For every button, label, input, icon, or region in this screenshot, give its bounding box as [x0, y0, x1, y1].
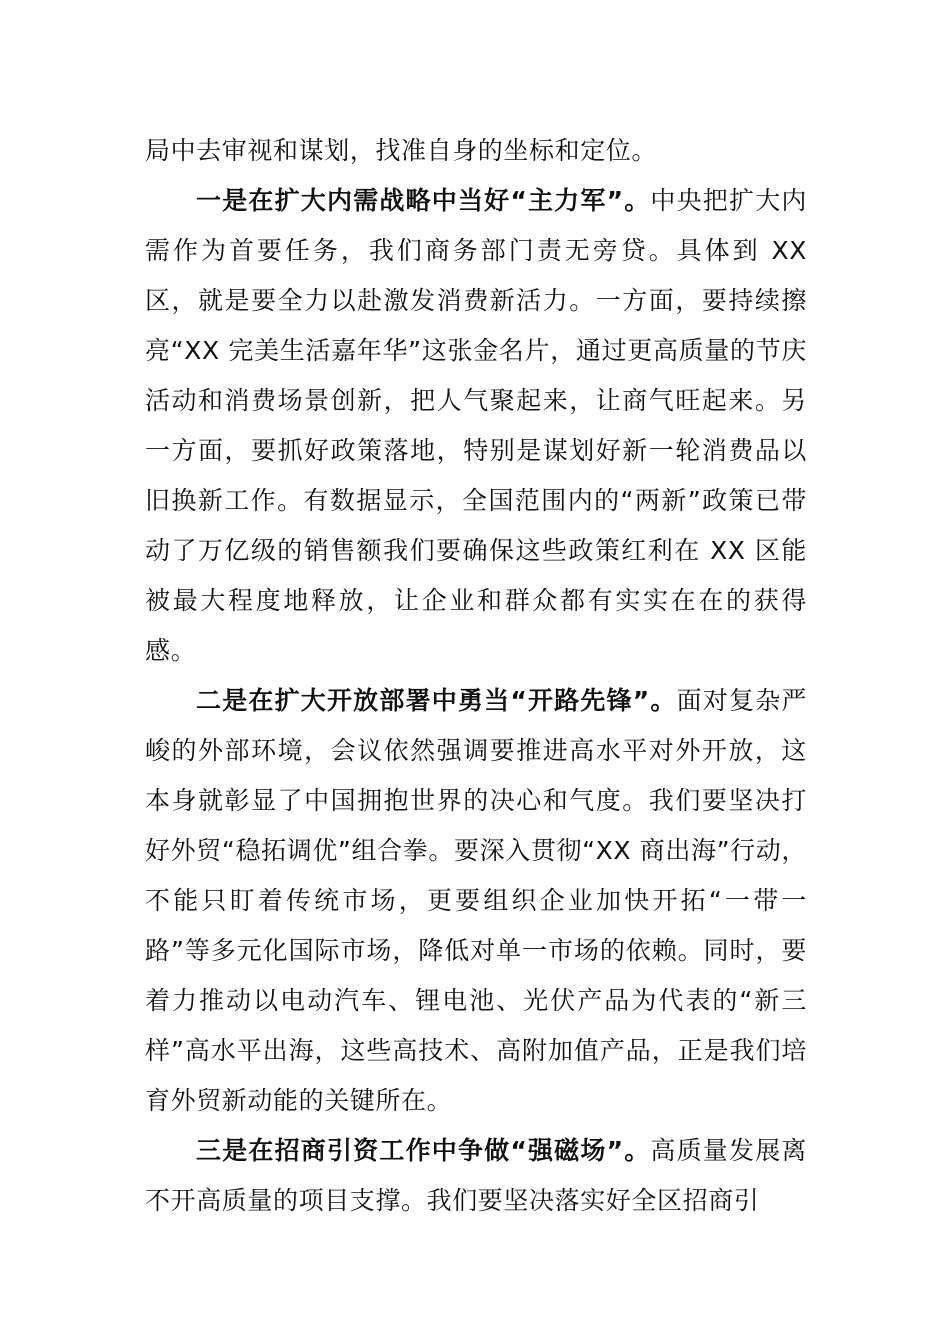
paragraph-heading: 二是在扩大开放部署中勇当“开路先锋”。 [196, 686, 677, 715]
paragraph-heading: 三是在招商引资工作中争做“强磁场”。 [196, 1136, 651, 1165]
document-body [145, 126, 807, 1226]
paragraph-text: 局中去审视和谋划，找准自身的坐标和定位。 [145, 136, 658, 165]
paragraph-point-three [145, 1126, 807, 1226]
paragraph-point-one [145, 176, 807, 676]
paragraph-text: 高质量发展离不开高质量的项目支撑。我们要坚决落实好全区招商引 [145, 1136, 807, 1215]
paragraph-text: 面对复杂严峻的外部环境，会议依然强调要推进高水平对外开放，这本身就彰显了中国拥抱世界的决心和气度。我们要坚决打好外贸“稳拓调优”组合拳。要深入贯彻“XX 商出海”行动，不能只盯着传统市场，更要组织企业加快开拓“一带一路”等多元化国际市场，降低对单一市场的依赖。同时，要着力推动以电动汽车、锂电池、光伏产品为代表的“新三样”高水平出海，这些高技术、高附加值产品，正是我们培育外贸新动能的关键所在。 [145, 686, 807, 1115]
paragraph-heading: 一是在扩大内需战略中当好“主力军”。 [196, 186, 651, 215]
paragraph-continuation [145, 126, 807, 176]
paragraph-point-two [145, 676, 807, 1126]
paragraph-text: 中央把扩大内需作为首要任务，我们商务部门责无旁贷。具体到 XX 区，就是要全力以赴激发消费新活力。一方面，要持续擦亮“XX 完美生活嘉年华”这张金名片，通过更高质量的节庆活动和消费场景创新，把人气聚起来，让商气旺起来。另一方面，要抓好政策落地，特别是谋划好新一轮消费品以旧换新工作。有数据显示，全国范围内的“两新”政策已带动了万亿级的销售额我们要确保这些政策红利在 XX 区能被最大程度地释放，让企业和群众都有实实在在的获得感。 [145, 186, 807, 665]
